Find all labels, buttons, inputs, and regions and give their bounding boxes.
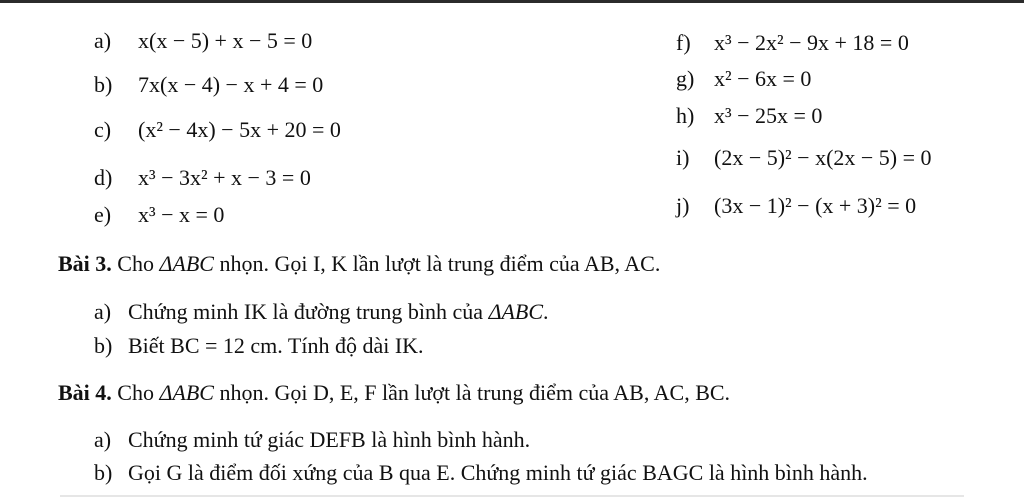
item-text: Gọi G là điểm đối xứng của B qua E. Chứng minh tứ giác BAGC là hình bình hành. — [128, 460, 868, 485]
equation-label: g) — [676, 66, 695, 91]
equation-text: (3x − 1)² − (x + 3)² = 0 — [714, 193, 917, 218]
bai3-intro-post: nhọn. Gọi I, K lần lượt là trung điểm của AB, AC. — [213, 251, 661, 276]
equation-label: f) — [676, 30, 691, 55]
equation-label: c) — [94, 117, 112, 142]
bai4-intro-pre: Cho — [117, 380, 160, 405]
equation-text: x² − 6x = 0 — [714, 66, 812, 91]
equation-e — [94, 202, 224, 228]
equation-label: h) — [676, 103, 695, 128]
equation-text: x³ − 3x² + x − 3 = 0 — [138, 165, 311, 190]
item-label: a) — [94, 299, 112, 324]
equation-d — [94, 165, 311, 191]
item-triangle: ΔABC — [488, 299, 544, 324]
equation-label: i) — [676, 145, 690, 170]
equation-g — [676, 66, 811, 92]
equation-h — [676, 103, 822, 129]
bai4-item-a — [94, 427, 530, 453]
item-text: Chứng minh tứ giác DEFB là hình bình hành. — [128, 427, 531, 452]
equation-text: (2x − 5)² − x(2x − 5) = 0 — [714, 145, 932, 170]
equation-label: a) — [94, 28, 112, 53]
equation-text: (x² − 4x) − 5x + 20 = 0 — [138, 117, 341, 142]
bai4-intro — [58, 380, 730, 406]
equation-b — [94, 72, 323, 98]
bai3-item-a — [94, 299, 549, 325]
top-rule — [0, 0, 1024, 3]
equation-text: x³ − 2x² − 9x + 18 = 0 — [714, 30, 909, 55]
bai4-intro-post: nhọn. Gọi D, E, F lần lượt là trung điểm của AB, AC, BC. — [213, 380, 731, 405]
equation-text: x(x − 5) + x − 5 = 0 — [138, 28, 313, 53]
equation-a — [94, 28, 312, 54]
equation-label: e) — [94, 202, 112, 227]
equation-f — [676, 30, 909, 56]
equation-j — [676, 193, 916, 219]
item-label: a) — [94, 427, 112, 452]
bai3-item-b — [94, 333, 424, 359]
bai3-triangle: ΔABC — [159, 251, 214, 276]
equation-text: x³ − 25x = 0 — [714, 103, 823, 128]
item-label: b) — [94, 460, 113, 485]
equation-label: d) — [94, 165, 113, 190]
equation-label: b) — [94, 72, 113, 97]
item-label: b) — [94, 333, 113, 358]
item-text: Biết BC = 12 cm. Tính độ dài IK. — [128, 333, 424, 358]
equation-c — [94, 117, 341, 143]
equation-text: x³ − x = 0 — [138, 202, 225, 227]
bai3-intro — [58, 251, 660, 277]
equation-label: j) — [676, 193, 690, 218]
bai3-title: Bài 3. — [58, 251, 112, 276]
bai4-triangle: ΔABC — [159, 380, 214, 405]
bai4-title: Bài 4. — [58, 380, 112, 405]
equation-text: 7x(x − 4) − x + 4 = 0 — [138, 72, 324, 97]
bai3-intro-pre: Cho — [117, 251, 160, 276]
bai4-item-b — [94, 460, 868, 486]
item-text-pre: Chứng minh IK là đường trung bình của — [128, 299, 489, 324]
item-text-post: . — [543, 299, 549, 324]
equation-i — [676, 145, 932, 171]
